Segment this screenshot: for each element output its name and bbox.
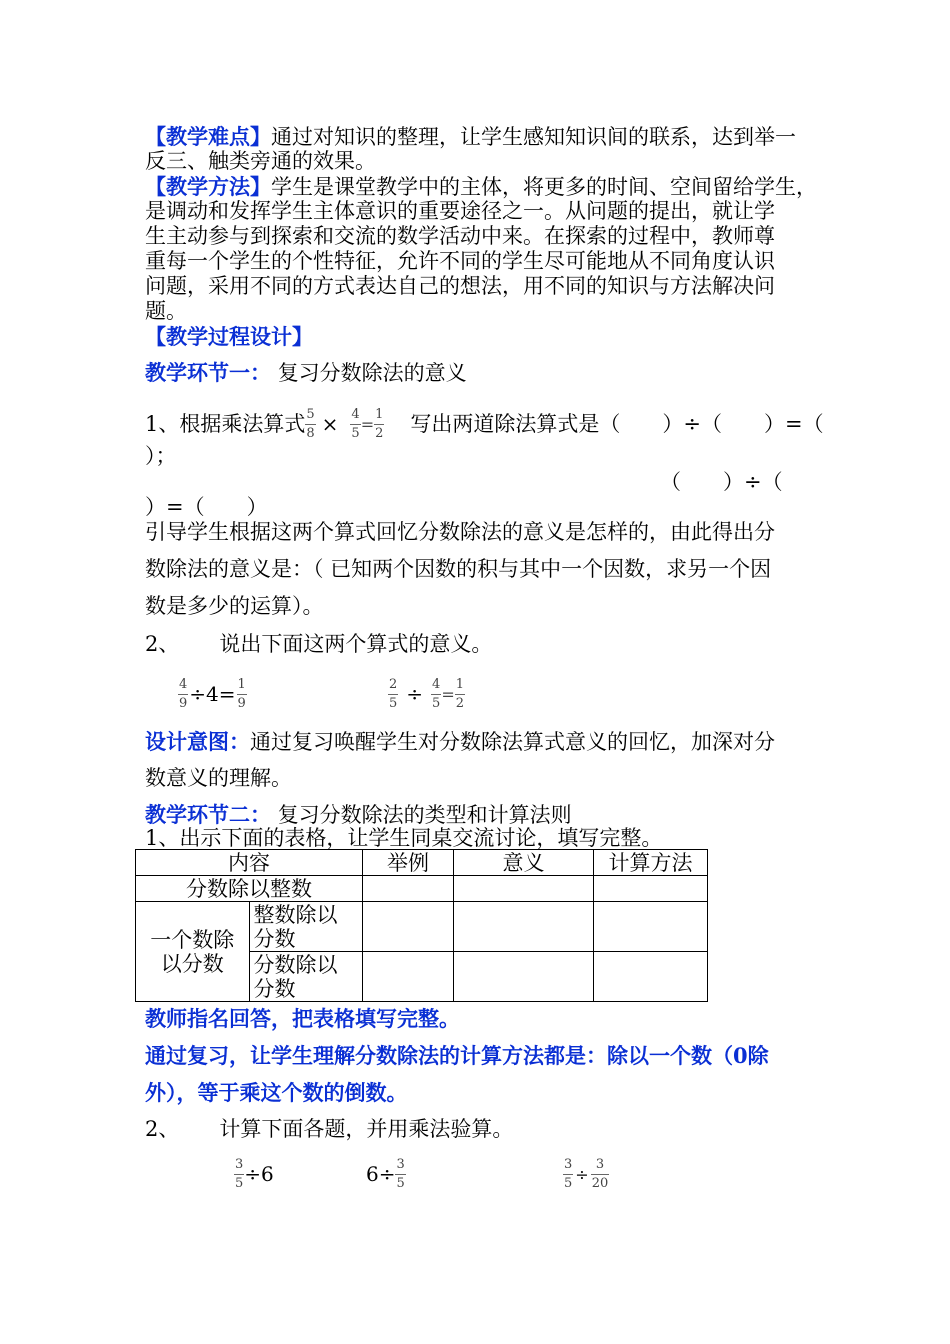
q1-prefix: 1、根据乘法算式 xyxy=(145,411,306,436)
guide-text-3: 数是多少的运算）。 xyxy=(145,594,324,618)
q2-text: 说出下面这两个算式的意义。 xyxy=(219,632,493,656)
table-cell-number-by-fraction xyxy=(136,902,250,1002)
expression-a-op: ÷4= xyxy=(189,682,236,706)
summary-text-2: 外），等于乘这个数的倒数。 xyxy=(145,1080,408,1105)
table-cell-empty[interactable] xyxy=(363,902,454,952)
calc-expression-1 xyxy=(234,1152,274,1196)
sub1-line2: 分数 xyxy=(253,926,296,951)
table-header-content: 内容 xyxy=(136,850,363,876)
section1-heading xyxy=(145,360,467,386)
difficulty-text-1: 通过对知识的整理，让学生感知知识间的联系，达到举一 xyxy=(271,125,796,149)
design-intent-text-1: 通过复习唤醒学生对分数除法算式意义的回忆，加深对分 xyxy=(250,730,775,754)
calc3-op: ÷ xyxy=(575,1164,589,1184)
table-row xyxy=(136,902,708,952)
division-types-table xyxy=(135,849,708,1002)
table-header-method: 计算方法 xyxy=(594,850,708,876)
fraction-3-5-c: $\frac{3}{5}$ xyxy=(564,1156,573,1191)
method-tag: 【教学方法】 xyxy=(145,174,271,199)
q2-number: 2、 xyxy=(145,632,180,656)
method-text-1: 学生是课堂教学中的主体，将更多的时间、空间留给学生， xyxy=(271,175,817,199)
section2-title: 复习分数除法的类型和计算法则 xyxy=(277,803,572,827)
section2-q2-number: 2、 xyxy=(145,1117,180,1141)
fraction-3-5-b: $\frac{3}{5}$ xyxy=(396,1156,405,1191)
fraction-1-9: $\frac{1}{9}$ xyxy=(237,676,246,711)
calc-expression-2 xyxy=(366,1152,406,1196)
sub1-line1: 整数除以 xyxy=(253,902,338,927)
table-cell-empty[interactable] xyxy=(363,952,454,1002)
method-text-2: 是调动和发挥学生主体意识的重要途径之一。从问题的提出，就让学 xyxy=(145,199,775,223)
design-intent-line1 xyxy=(145,729,775,755)
difficulty-line1 xyxy=(145,124,796,150)
calc-expression-3 xyxy=(563,1152,609,1196)
times-sign: × xyxy=(321,411,339,436)
method-line1 xyxy=(145,174,817,200)
table-cell-empty[interactable] xyxy=(594,902,708,952)
fraction-4-5: $\frac{4}{5}$ xyxy=(351,406,360,441)
table-cell-empty[interactable] xyxy=(454,952,594,1002)
guide-text-2: 数除法的意义是：（ 已知两个因数的积与其中一个因数，求另一个因 xyxy=(145,557,772,581)
section1-title: 复习分数除法的意义 xyxy=(277,361,467,385)
design-intent-text-2: 数意义的理解。 xyxy=(145,766,292,790)
difficulty-tag: 【教学难点】 xyxy=(145,124,271,149)
table-cell-empty[interactable] xyxy=(594,876,708,902)
q1-answer-line2: ）； xyxy=(145,444,177,468)
calc2-pre: 6÷ xyxy=(366,1162,396,1186)
q1-suffix: 写出两道除法算式是（ ）÷（ ）=（ xyxy=(410,411,824,436)
section2-q2 xyxy=(145,1117,513,1142)
sub2-line1: 分数除以 xyxy=(253,952,338,977)
table-cell-fraction-by-integer: 分数除以整数 xyxy=(136,876,363,902)
teacher-note: 教师指名回答，把表格填写完整。 xyxy=(145,1006,460,1031)
difficulty-text-2: 反三、触类旁通的效果。 xyxy=(145,149,376,173)
q1-answer-line3: （ ）÷（ xyxy=(660,470,783,494)
table-cell-integer-by-fraction xyxy=(249,902,363,952)
section2-q1: 1、出示下面的表格，让学生同桌交流讨论，填写完整。 xyxy=(145,826,663,850)
table-cell-empty[interactable] xyxy=(594,952,708,1002)
summary-text-1: 通过复习，让学生理解分数除法的计算方法都是：除以一个数（0除 xyxy=(145,1043,769,1068)
table-cell-fraction-by-fraction xyxy=(249,952,363,1002)
expression-b xyxy=(388,672,465,716)
table-header-example: 举例 xyxy=(363,850,454,876)
q1-answer-line4: ）=（ ） xyxy=(145,495,268,519)
sub2-line2: 分数 xyxy=(253,976,296,1001)
design-intent-label: 设计意图： xyxy=(145,729,250,754)
method-text-5: 问题，采用不同的方式表达自己的想法，用不同的知识与方法解决问 xyxy=(145,274,775,298)
fraction-3-5-a: $\frac{3}{5}$ xyxy=(235,1156,244,1191)
fraction-5-8: $\frac{5}{8}$ xyxy=(306,406,315,441)
fraction-1-2-b: $\frac{1}{2}$ xyxy=(455,676,465,711)
table-header-row xyxy=(136,850,708,876)
section2-label: 教学环节二： xyxy=(145,802,271,827)
table-cell-empty[interactable] xyxy=(454,902,594,952)
equals-sign: = xyxy=(360,414,375,434)
fraction-4-9: $\frac{4}{9}$ xyxy=(179,676,188,711)
guide-text-1: 引导学生根据这两个算式回忆分数除法的意义是怎样的，由此得出分 xyxy=(145,520,775,544)
fraction-1-2: $\frac{1}{2}$ xyxy=(375,406,384,441)
fraction-2-5: $\frac{2}{5}$ xyxy=(389,676,398,711)
fraction-4-5-b: $\frac{4}{5}$ xyxy=(432,676,441,711)
expression-a xyxy=(178,672,247,716)
section2-q2-text: 计算下面各题，并用乘法验算。 xyxy=(219,1117,514,1141)
method-text-4: 重每一个学生的个性特征，允许不同的学生尽可能地从不同角度认识 xyxy=(145,249,775,273)
section2-heading xyxy=(145,802,572,828)
expression-b-op: ÷ xyxy=(406,682,424,706)
expression-b-eq: = xyxy=(441,684,455,704)
calc1-op: ÷6 xyxy=(244,1162,274,1186)
fraction-3-20: $\frac{3}{20}$ xyxy=(591,1156,609,1191)
method-text-6: 题。 xyxy=(145,299,187,323)
process-heading: 【教学过程设计】 xyxy=(145,324,313,349)
table-header-meaning: 意义 xyxy=(454,850,594,876)
group-label-line2: 以分数 xyxy=(160,951,224,976)
section1-label: 教学环节一： xyxy=(145,360,271,385)
table-cell-empty[interactable] xyxy=(454,876,594,902)
group-label-line1: 一个数除 xyxy=(150,927,235,952)
table-cell-empty[interactable] xyxy=(363,876,454,902)
section1-q2 xyxy=(145,632,492,657)
section1-q1-line1 xyxy=(145,402,824,446)
method-text-3: 生主动参与到探索和交流的数学活动中来。在探索的过程中，教师尊 xyxy=(145,224,775,248)
table-row xyxy=(136,876,708,902)
